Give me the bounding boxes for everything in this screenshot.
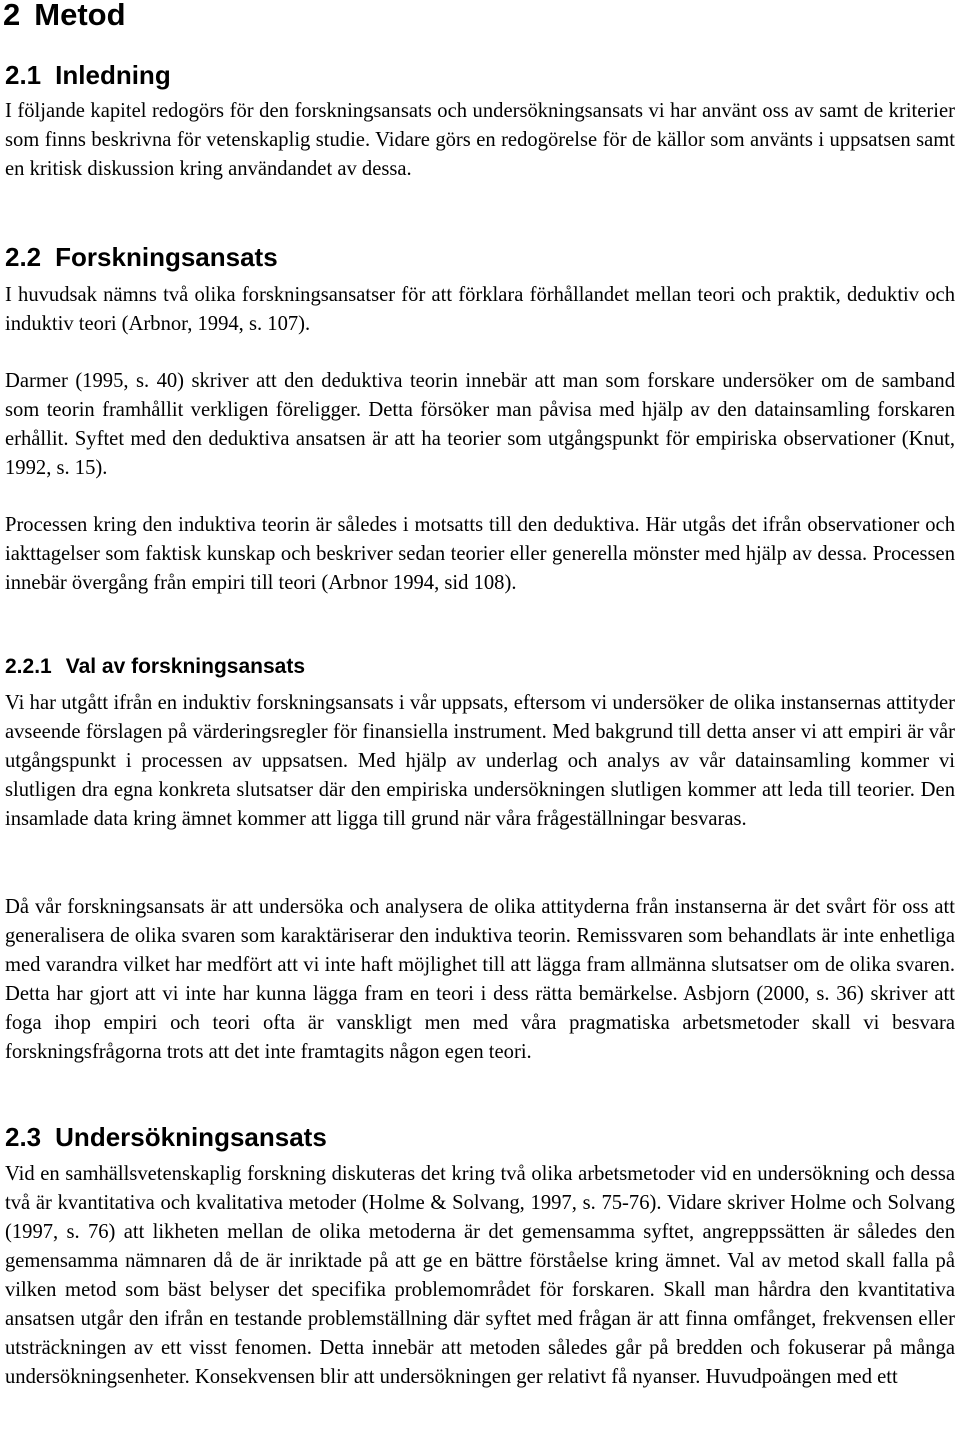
section-number: 2.2 bbox=[5, 242, 42, 272]
paragraph-undersokningsansats: Vid en samhällsvetenskaplig forskning diskuteras det kring två olika arbetsmetoder vid en undersökning och dessa två är kvantitativa och kvalitativa metoder (Holme & Solvang, 1997, s. 75-76). Vidare skriver Holme och Solvang (1997, s. 76) att likheten mellan de olika metoderna är det gemensamma syftet, angreppssätten är således den gemensamma nämnaren då de är inriktade på att ge en bättre förståelse kring ämnet. Val av metod skall falla på vilken metod som bäst belyser det specifika problemområdet för forskaren. Skall man hårdra den kvantitativa ansatsen utgår den ifrån en testande problemställning där syftet med frågan är att finna omfånget, frekvensen eller utsträckningen av ett visst fenomen. Detta innebär att metoden således går på bredden och fokuserar på många undersökningsenheter. Konsekvensen blir att undersökningen ger relativt få nyanser. Huvudpoängen med ett bbox=[5, 1163, 955, 1388]
paragraph-forskningsansats-2: Darmer (1995, s. 40) skriver att den deduktiva teorin innebär att man som forskare undersöker om de samband som teorin framhållit verkligen föreligger. Detta försöker man påvisa med hjälp av den datainsamling forskaren erhållit. Syftet med den deduktiva ansatsen är att ha teorier som utgångspunkt för empiriska observationer (Knut, 1992, s. 15). bbox=[5, 370, 955, 479]
chapter-heading bbox=[3, 0, 126, 33]
section-title: Forskningsansats bbox=[55, 242, 278, 272]
section-title: Undersökningsansats bbox=[55, 1122, 327, 1152]
section-heading-inledning bbox=[5, 59, 171, 91]
paragraph-val-1: Vi har utgått ifrån en induktiv forskningsansats i vår uppsats, eftersom vi undersöker de olika instansernas attityder avseende förslagen på värderingsregler för finansiella instrument. Med bakgrund till detta anser vi att empiri är vår utgångspunkt i processen av uppsatsen. Med hjälp av underlag och analys av vår datainsamling kommer vi slutligen dra egna konkreta slutsatser där den empiriska undersökningen slutligen kommer att leda till teorier. Den insamlade data kring ämnet kommer att ligga till grund när våra frågeställningar besvaras. bbox=[5, 692, 955, 830]
subsection-title: Val av forskningsansats bbox=[65, 655, 305, 678]
subsection-number: 2.2.1 bbox=[5, 655, 52, 678]
section-number: 2.3 bbox=[5, 1122, 42, 1152]
paragraph-forskningsansats-1: I huvudsak nämns två olika forskningsansatser för att förklara förhållandet mellan teori och praktik, deduktiv och induktiv teori (Arbnor, 1994, s. 107). bbox=[5, 284, 955, 335]
paragraph-intro: I följande kapitel redogörs för den forskningsansats och undersökningsansats vi har använt oss av samt de kriterier som finns beskrivna för vetenskaplig studie. Vidare görs en redogörelse för de källor som använts i uppsatsen samt en kritisk diskussion kring användandet av dessa. bbox=[5, 100, 955, 180]
section-heading-forskningsansats bbox=[5, 241, 278, 273]
paragraph-val-2: Då vår forskningsansats är att undersöka och analysera de olika attityderna från instanserna är det svårt för oss att generalisera de olika svaren som karaktäriserar den induktiva teorin. Remissvaren som behandlats är inte enhetliga med varandra vilket har medfört att vi inte haft möjlighet till att lägga fram allmänna slutsatser om de olika svaren. Detta har gjort att vi inte har kunna lägga fram en teori i dess rätta bemärkelse. Asbjorn (2000, s. 36) skriver att foga ihop empiri och teori ofta är vanskligt men med våra pragmatiska arbetsmetoder skall vi besvara forskningsfrågorna trots att det inte framtagits någon egen teori. bbox=[5, 896, 955, 1063]
subsection-heading-val bbox=[5, 653, 305, 681]
section-title: Inledning bbox=[55, 60, 171, 90]
section-heading-undersokningsansats bbox=[5, 1121, 327, 1153]
paragraph-forskningsansats-3: Processen kring den induktiva teorin är således i motsatts till den deduktiva. Här utgås det ifrån observationer och iakttagelser som faktisk kunskap och beskriver sedan teorier eller generella mönster med hjälp av dessa. Processen innebär övergång från empiri till teori (Arbnor 1994, sid 108). bbox=[5, 514, 955, 594]
section-number: 2.1 bbox=[5, 60, 42, 90]
chapter-number: 2 bbox=[3, 0, 21, 32]
chapter-title: Metod bbox=[34, 0, 126, 32]
